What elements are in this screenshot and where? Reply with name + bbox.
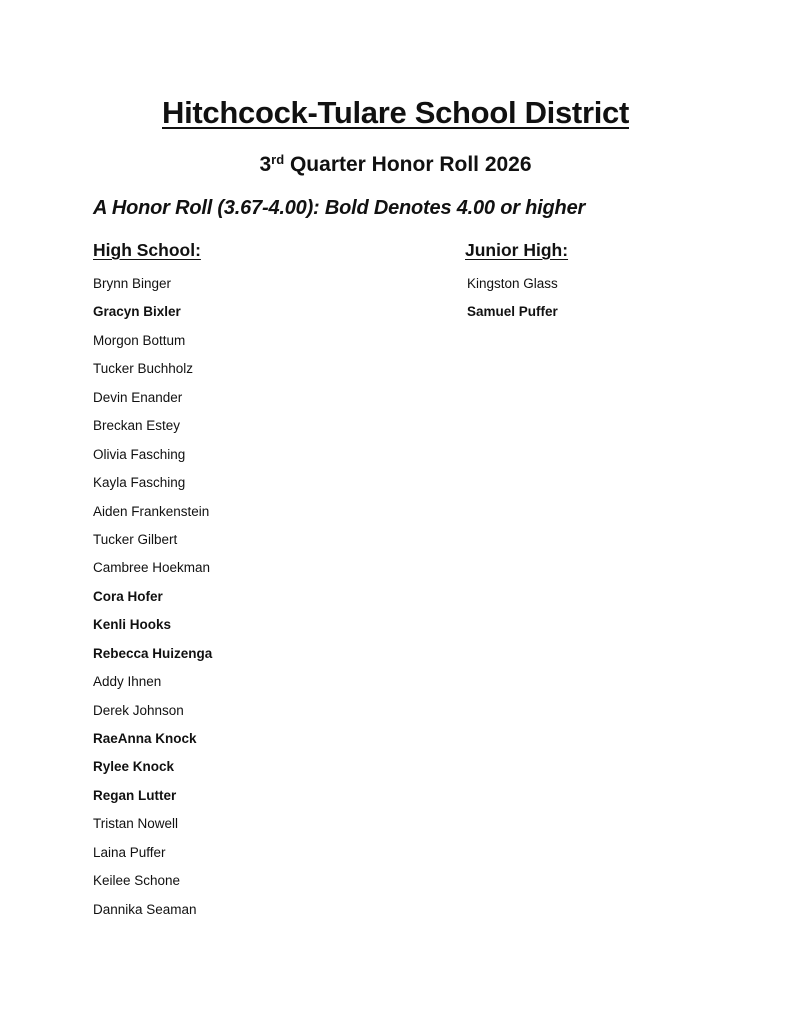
student-name: Samuel Puffer [467,304,558,320]
high-school-heading: High School: [93,240,201,260]
student-name: Kenli Hooks [93,617,172,633]
junior-high-list [467,275,558,332]
student-name: Aiden Frankenstein [93,503,210,519]
student-name: Addy Ihnen [93,674,162,690]
student-name: Kingston Glass [467,276,558,291]
subtitle-ordinal-number: 3 [259,153,272,176]
student-name: Devin Enander [93,389,183,405]
student-name: Tucker Buchholz [93,361,194,377]
student-name: Laina Puffer [93,844,166,860]
student-name: Olivia Fasching [93,446,186,462]
student-name: Keilee Schone [93,873,181,889]
student-name: Kayla Fasching [93,475,186,491]
subtitle-text: Quarter Honor Roll 2026 [284,153,532,176]
student-name: Morgon Bottum [93,332,186,348]
document-title: Hitchcock-Tulare School District [162,95,629,130]
student-name: Tucker Gilbert [93,531,178,547]
document-subtitle [0,153,791,177]
student-name: Gracyn Bixler [93,304,181,320]
student-name: Breckan Estey [93,418,181,434]
subtitle-ordinal-suffix: rd [271,152,285,167]
student-name: Rylee Knock [93,759,175,775]
student-name: Regan Lutter [93,787,177,803]
student-name: Rebecca Huizenga [93,645,213,661]
student-name: Cora Hofer [93,588,163,604]
student-name: Brynn Binger [93,276,172,291]
student-name: RaeAnna Knock [93,731,197,746]
student-name: Derek Johnson [93,702,184,718]
high-school-list [93,275,212,929]
junior-high-heading: Junior High: [465,240,569,260]
student-name: Dannika Seaman [93,901,197,917]
honor-roll-criteria: A Honor Roll (3.67-4.00): Bold Denotes 4.00 or higher [93,197,586,219]
student-name: Cambree Hoekman [93,560,211,576]
student-name: Tristan Nowell [93,816,179,832]
